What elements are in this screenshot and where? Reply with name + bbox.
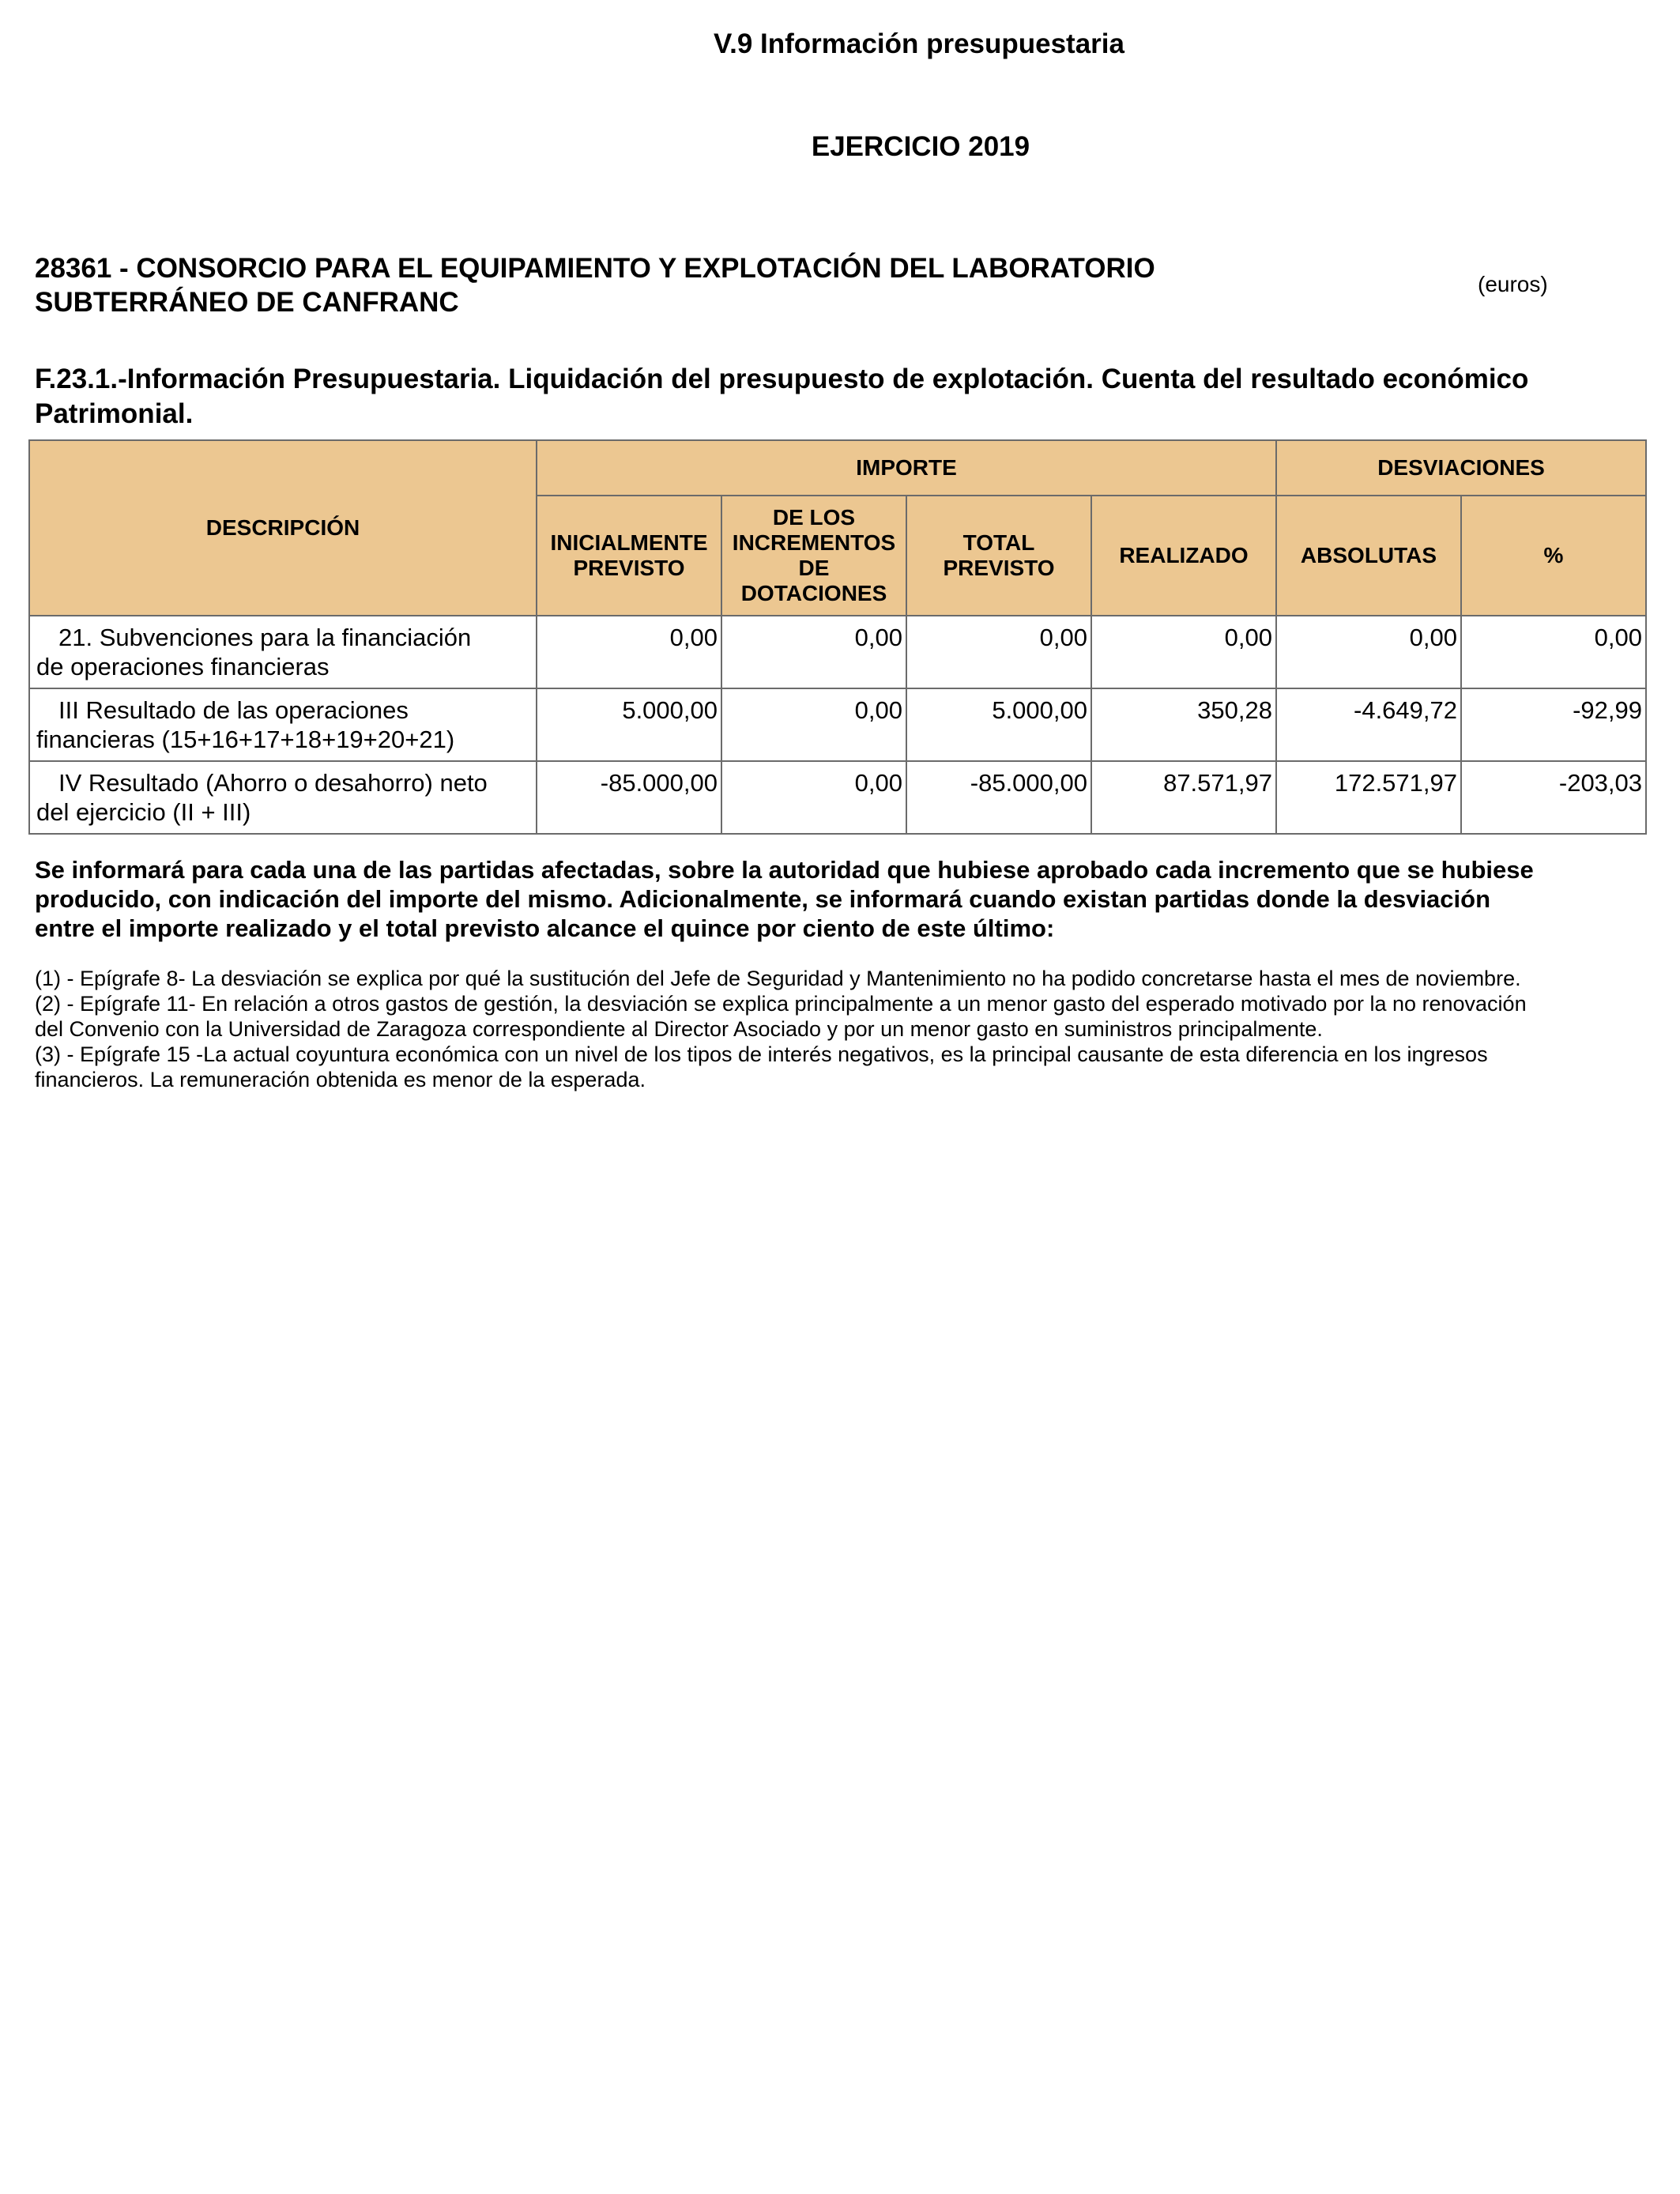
- cell-incrementos: 0,00: [721, 616, 906, 688]
- cell-percent: 0,00: [1461, 616, 1646, 688]
- col-header-text: TOTAL: [962, 530, 1035, 555]
- cell-incrementos: 0,00: [721, 761, 906, 834]
- form-title: [35, 362, 1655, 432]
- information-note: [35, 855, 1655, 943]
- description-line: III Resultado de las operaciones: [58, 696, 409, 724]
- col-header-incrementos: [721, 496, 906, 616]
- cell-inicialmente-previsto: 5.000,00: [537, 688, 721, 761]
- col-header-text: PREVISTO: [573, 556, 685, 580]
- form-title-line-2: Patrimonial.: [35, 398, 194, 429]
- cell-total-previsto: 0,00: [906, 616, 1091, 688]
- description-line: financieras (15+16+17+18+19+20+21): [36, 726, 455, 753]
- description-line: 21. Subvenciones para la financiación: [58, 624, 472, 651]
- fiscal-year-heading: EJERCICIO 2019: [811, 131, 1030, 162]
- col-header-absolutas: ABSOLUTAS: [1276, 496, 1461, 616]
- header-row-1: [29, 440, 1646, 496]
- cell-percent: -92,99: [1461, 688, 1646, 761]
- col-header-descripcion: DESCRIPCIÓN: [29, 440, 537, 616]
- cell-realizado: 350,28: [1091, 688, 1276, 761]
- currency-units: (euros): [1478, 272, 1548, 296]
- description-line: del ejercicio (II + III): [36, 798, 251, 826]
- cell-inicialmente-previsto: 0,00: [537, 616, 721, 688]
- cell-realizado: 0,00: [1091, 616, 1276, 688]
- section-title: V.9 Información presupuestaria: [714, 28, 1124, 59]
- cell-absolutas: 172.571,97: [1276, 761, 1461, 834]
- cell-total-previsto: 5.000,00: [906, 688, 1091, 761]
- col-header-text: DOTACIONES: [740, 581, 887, 605]
- table-row: [29, 616, 1646, 688]
- note-line-3: entre el importe realizado y el total previsto alcance el quince por ciento de este último:: [35, 914, 1055, 942]
- col-header-desviaciones: DESVIACIONES: [1276, 440, 1646, 496]
- note-line-1: Se informará para cada una de las partidas afectadas, sobre la autoridad que hubiese aprobado cada incremento que se hubiese: [35, 856, 1534, 884]
- col-header-text: INCREMENTOS: [732, 530, 896, 555]
- cell-inicialmente-previsto: -85.000,00: [537, 761, 721, 834]
- table-row: [29, 761, 1646, 834]
- description-line: IV Resultado (Ahorro o desahorro) neto: [58, 769, 488, 797]
- col-header-text: DE: [798, 556, 830, 580]
- footnotes: [35, 966, 1671, 1092]
- cell-absolutas: 0,00: [1276, 616, 1461, 688]
- col-header-total-previsto: [906, 496, 1091, 616]
- entity-name: [35, 251, 1378, 319]
- budget-table: [28, 439, 1647, 835]
- footnote-3-line-2: financieros. La remuneración obtenida es menor de la esperada.: [35, 1068, 646, 1091]
- col-header-text: INICIALMENTE: [550, 530, 708, 555]
- cell-absolutas: -4.649,72: [1276, 688, 1461, 761]
- footnote-2-line-1: (2) - Epígrafe 11- En relación a otros gastos de gestión, la desviación se explica principalmente a un menor gasto del esperado motivado por la no renovación: [35, 992, 1527, 1016]
- col-header-importe: IMPORTE: [537, 440, 1276, 496]
- cell-percent: -203,03: [1461, 761, 1646, 834]
- col-header-realizado: REALIZADO: [1091, 496, 1276, 616]
- cell-incrementos: 0,00: [721, 688, 906, 761]
- col-header-text: DE LOS: [772, 505, 856, 530]
- col-header-percent: %: [1461, 496, 1646, 616]
- cell-total-previsto: -85.000,00: [906, 761, 1091, 834]
- footnote-3-line-1: (3) - Epígrafe 15 -La actual coyuntura económica con un nivel de los tipos de interés negativos, es la principal causante de esta diferencia en los ingresos: [35, 1042, 1488, 1066]
- col-header-text: PREVISTO: [943, 556, 1055, 580]
- footnote-2-line-2: del Convenio con la Universidad de Zaragoza correspondiente al Director Asociado y por un menor gasto en suministros principalmente.: [35, 1017, 1323, 1041]
- cell-realizado: 87.571,97: [1091, 761, 1276, 834]
- entity-name-line-1: 28361 - CONSORCIO PARA EL EQUIPAMIENTO Y EXPLOTACIÓN DEL LABORATORIO: [35, 253, 1155, 284]
- note-line-2: producido, con indicación del importe del mismo. Adicionalmente, se informará cuando existan partidas donde la desviación: [35, 885, 1491, 913]
- col-header-inicialmente-previsto: [537, 496, 721, 616]
- row-description: [29, 688, 537, 761]
- footnote-1: (1) - Epígrafe 8- La desviación se explica por qué la sustitución del Jefe de Seguridad y Mantenimiento no ha podido concretarse hasta el mes de noviembre.: [35, 967, 1521, 990]
- table-row: [29, 688, 1646, 761]
- entity-name-line-2: SUBTERRÁNEO DE CANFRANC: [35, 287, 459, 318]
- row-description: [29, 616, 537, 688]
- form-title-line-1: F.23.1.-Información Presupuestaria. Liquidación del presupuesto de explotación. Cuenta del resultado económico: [35, 364, 1529, 394]
- description-line: de operaciones financieras: [36, 653, 330, 680]
- row-description: [29, 761, 537, 834]
